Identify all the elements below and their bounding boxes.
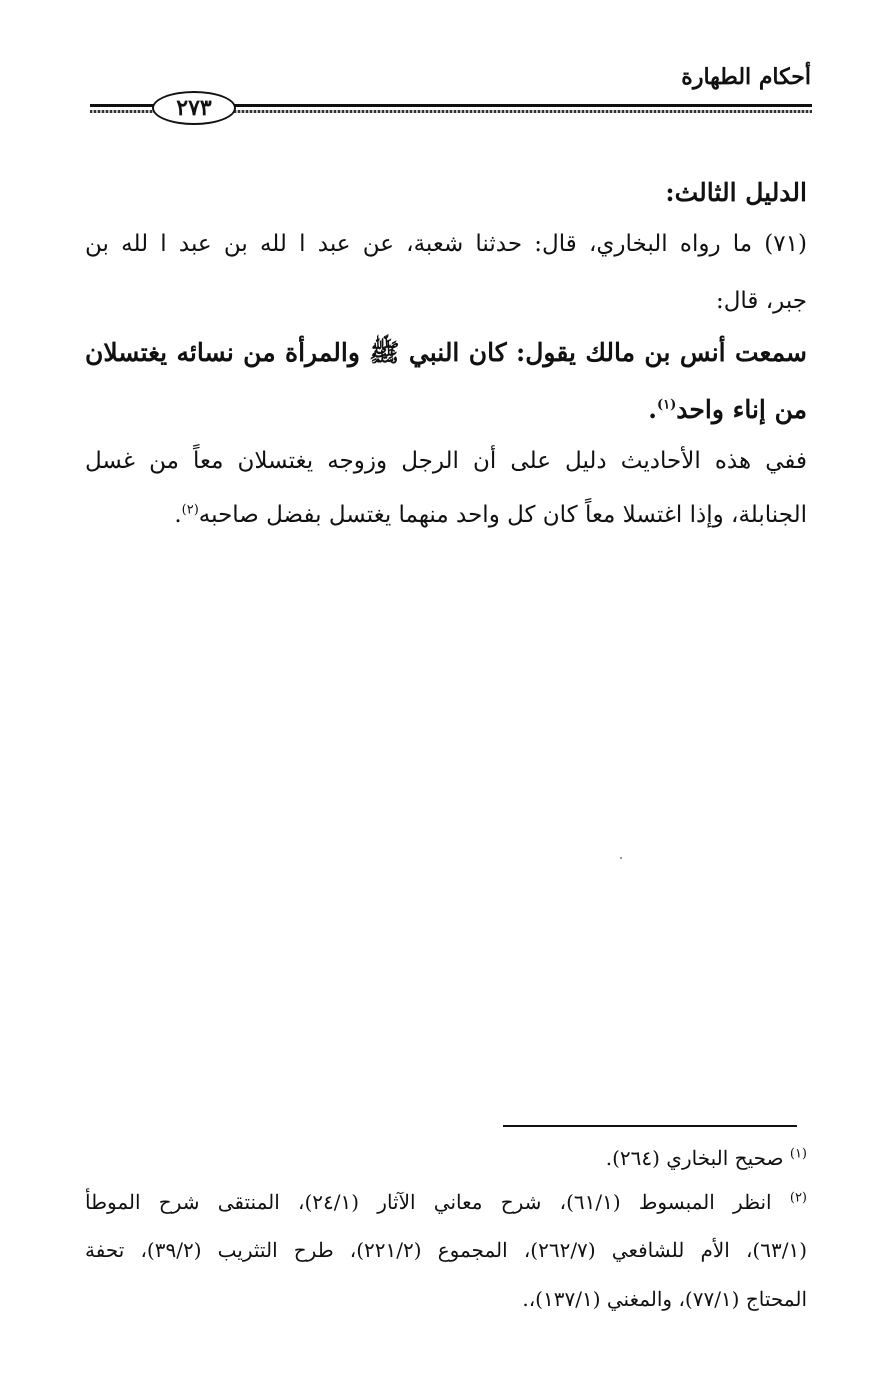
paragraph-2-line-1: ففي هذه الأحاديث دليل على أن الرجل وزوجه يغتسلان معاً من غسل xyxy=(85,448,807,474)
footnote-2-marker: (٢) xyxy=(789,1190,807,1206)
paragraph-2-line-2 xyxy=(174,502,807,528)
footnote-ref-2: (٢) xyxy=(181,502,199,518)
footnote-2-line-2: (٦٣/١)، الأم للشافعي (٢٦٢/٧)، المجموع (٢٢١/٢)، طرح التثريب (٣٩/٢)، تحفة xyxy=(85,1238,807,1262)
paragraph-2-line-2-text: الجنابلة، وإذا اغتسلا معاً كان كل واحد منهما يغتسل بفضل صاحبه xyxy=(198,502,807,528)
paragraph-1-line-2: جبر، قال: xyxy=(715,288,807,314)
section-heading: الدليل الثالث: xyxy=(665,178,807,207)
footnote-1 xyxy=(606,1146,807,1170)
running-title: أحكام الطهارة xyxy=(681,64,811,90)
hadith-line-2-end: . xyxy=(648,395,657,424)
paragraph-2-line-2-end: . xyxy=(174,502,182,528)
hadith-line-1: سمعت أنس بن مالك يقول: كان النبي ﷺ والمرأة من نسائه يغتسلان xyxy=(85,338,807,367)
footnote-separator xyxy=(503,1125,797,1127)
footnote-2-line-1-text: انظر المبسوط (٦١/١)، شرح معاني الآثار (٢٤/١)، المنتقى شرح الموطأ xyxy=(85,1190,772,1214)
scan-speck xyxy=(620,857,622,859)
hadith-line-2-text: من إناء واحد xyxy=(676,395,807,424)
footnote-2-line-3: المحتاج (٧٧/١)، والمغني (١٣٧/١)،. xyxy=(522,1287,807,1311)
footnote-1-text: صحيح البخاري (٢٦٤). xyxy=(605,1146,784,1170)
page-number xyxy=(152,91,236,125)
footnote-1-marker: (١) xyxy=(789,1146,807,1162)
page-number-text: ٢٧٣ xyxy=(176,95,212,121)
footnote-ref-1: (١) xyxy=(657,397,677,413)
footnote-2-line-1 xyxy=(85,1190,807,1214)
hadith-line-2 xyxy=(648,395,807,424)
paragraph-1-line-1: (٧١) ما رواه البخاري، قال: حدثنا شعبة، عن عبد ا لله بن عبد ا لله بن xyxy=(85,231,807,257)
